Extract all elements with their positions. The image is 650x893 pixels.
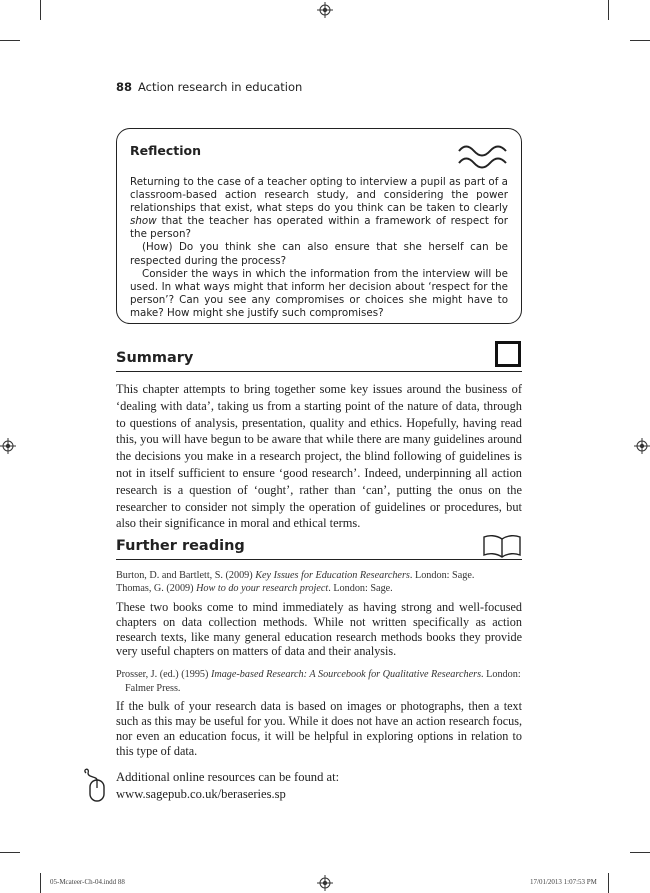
reference-entry: Thomas, G. (2009) How to do your research project. London: Sage. — [116, 583, 393, 594]
summary-text: This chapter attempts to bring together some key issues around the business of ‘dealing with data’, taking us from a starting point of the nature of data, through to questions of analysis, presentation, quality and ethics. Hopefully, having read this, you will have begun to be aware that while there are many guidelines around the decisions you make in a research project, the blind following of guidelines is not in itself sufficient to ensure ‘good research’. Indeed, underpinning all action research is a question of ‘ought’, rather than ‘can’, putting the onus on the researcher to consider not simply the operation of guidelines or procedures, but also their significance in moral and ethical terms. — [116, 382, 522, 531]
crop-mark — [608, 0, 609, 20]
summary-heading: Summary — [116, 350, 194, 366]
mouse-icon — [78, 767, 108, 803]
reference-entry: Prosser, J. (ed.) (1995) Image-based Research: A Sourcebook for Qualitative Researchers. London: Falmer Press. — [116, 669, 521, 694]
online-resources-text — [116, 769, 339, 802]
registration-mark-icon — [317, 2, 333, 18]
crop-mark — [630, 852, 650, 853]
reference-entry: Burton, D. and Bartlett, S. (2009) Key Issues for Education Researchers. London: Sage. — [116, 570, 475, 581]
footer-timestamp: 17/01/2013 1:07:53 PM — [530, 878, 597, 886]
crop-mark — [40, 873, 41, 893]
wave-icon — [457, 143, 507, 169]
reflection-title: Reflection — [130, 143, 202, 158]
further-reading-paragraph: If the bulk of your research data is based on images or photographs, then a text such as this may be useful for you. While it does not have an action research focus, nor even an education focus, it will be helpful in exploring options in relation to this type of data. — [116, 699, 522, 758]
crop-mark — [608, 873, 609, 893]
section-rule — [116, 371, 522, 372]
online-resources-line: Additional online resources can be found at: — [116, 770, 340, 784]
reflection-box — [116, 128, 522, 324]
open-book-icon — [482, 533, 522, 559]
square-icon — [494, 340, 522, 370]
crop-mark — [40, 0, 41, 20]
section-rule — [116, 559, 522, 560]
reflection-paragraph: Returning to the case of a teacher opting to interview a pupil as part of a classroom-based action research study, and considering the power relationships that exist, what steps do you think can be taken to clearly show that the teacher has operated within a framework of respect for the person? — [130, 176, 508, 241]
crop-mark — [0, 852, 20, 853]
reflection-paragraph: (How) Do you think she can also ensure that she herself can be respected during the process? — [130, 241, 508, 267]
footer-file-slug: 05-Mcateer-Ch-04.indd 88 — [50, 878, 125, 886]
further-reading-heading: Further reading — [116, 538, 245, 554]
registration-mark-icon — [0, 438, 16, 454]
registration-mark-icon — [317, 875, 333, 891]
running-header — [116, 80, 302, 94]
registration-mark-icon — [634, 438, 650, 454]
online-resources-url[interactable]: www.sagepub.co.uk/beraseries.sp — [116, 786, 286, 801]
running-title: Action research in education — [138, 80, 303, 94]
further-reading-paragraph: These two books come to mind immediately as having strong and well-focused chapters on data collection methods. While not written specifically as action research texts, like many general education research methods books they provide very useful chapters on matters of data and their analysis. — [116, 600, 522, 659]
reflection-paragraph: Consider the ways in which the information from the interview will be used. In what ways might that inform her decision about ‘respect for the person’? Can you see any compromises or choices she might have to make? How might she justify such compromises? — [130, 267, 508, 319]
crop-mark — [0, 40, 20, 41]
crop-mark — [630, 40, 650, 41]
page-number: 88 — [116, 80, 133, 94]
